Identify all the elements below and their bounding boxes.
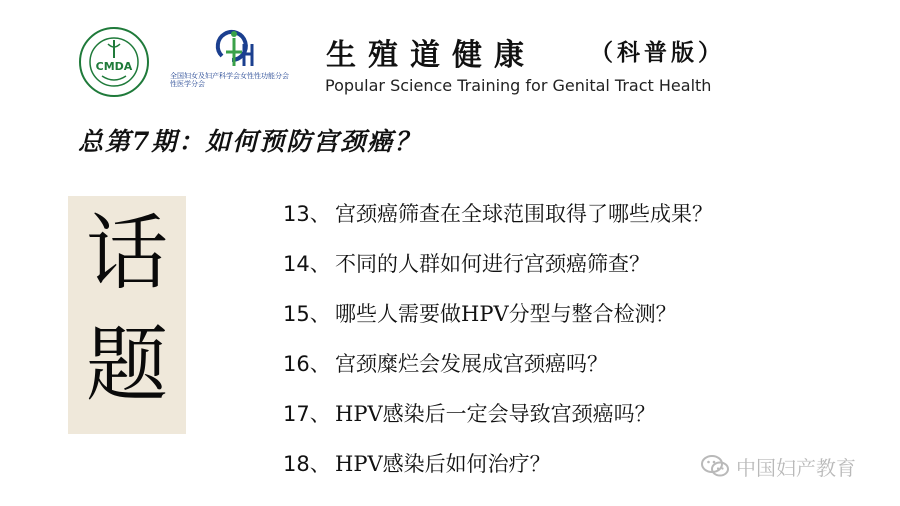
issue-title: 总第7期：如何预防宫颈癌？ <box>78 127 422 156</box>
watermark-text: 中国妇产教育 <box>736 455 856 480</box>
csm-logo <box>170 26 310 96</box>
question-text: HPV感染后一定会导致宫颈癌吗？ <box>335 402 656 426</box>
header-title-en: Popular Science Training for Genital Tract Health <box>325 76 712 95</box>
question-number: 13、 <box>283 202 331 226</box>
topic-char-1: 话 <box>85 206 168 301</box>
question-item <box>283 294 713 344</box>
question-number: 17、 <box>283 402 331 426</box>
cmda-emblem-icon <box>78 26 150 98</box>
topic-char-2: 题 <box>85 318 168 413</box>
question-number: 14、 <box>283 252 331 276</box>
question-text: 宫颈癌筛查在全球范围取得了哪些成果？ <box>335 202 713 226</box>
question-text: 不同的人群如何进行宫颈癌筛查？ <box>335 252 650 276</box>
wechat-icon <box>700 453 730 479</box>
question-item <box>283 394 713 444</box>
header-title-sub: （科普版） <box>590 39 725 66</box>
question-number: 16、 <box>283 352 331 376</box>
question-item <box>283 194 713 244</box>
csm-emblem-icon <box>170 26 310 72</box>
question-item <box>283 244 713 294</box>
cmda-logo <box>78 26 150 98</box>
question-text: 宫颈糜烂会发展成宫颈癌吗？ <box>335 352 608 376</box>
cmda-logo-text: CMDA <box>95 60 133 73</box>
question-number: 15、 <box>283 302 331 326</box>
header-title-cn: 生殖道健康 <box>326 38 536 73</box>
question-item <box>283 444 713 494</box>
question-number: 18、 <box>283 452 331 476</box>
question-item <box>283 344 713 394</box>
csm-line2: 性医学分会 <box>170 80 205 88</box>
question-text: 哪些人需要做HPV分型与整合检测？ <box>335 302 677 326</box>
topic-panel <box>68 196 186 434</box>
question-list <box>283 194 713 494</box>
question-text: HPV感染后如何治疗？ <box>335 452 551 476</box>
csm-line1: 全国妇女及妇产科学会女性性功能分会 <box>170 72 289 80</box>
watermark <box>700 448 856 484</box>
